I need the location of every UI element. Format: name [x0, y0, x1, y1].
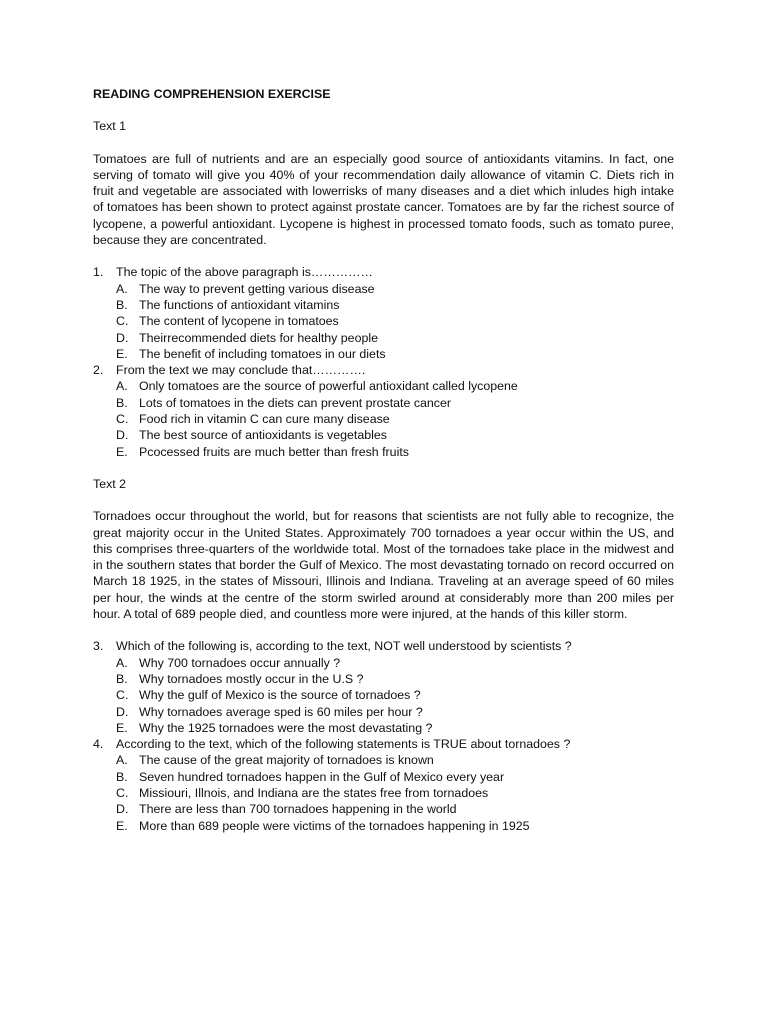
option-text: The best source of antioxidants is vegetables	[139, 428, 387, 443]
option	[93, 687, 674, 703]
text-label: Text 1	[93, 119, 127, 134]
option-letter: C.	[116, 688, 129, 703]
option	[93, 785, 674, 801]
option	[93, 818, 674, 834]
option-letter: A.	[116, 753, 128, 768]
option	[93, 395, 674, 411]
option-letter: E.	[116, 346, 128, 361]
question-3	[93, 638, 674, 654]
option	[93, 330, 674, 346]
question-1	[93, 264, 674, 280]
question-4	[93, 736, 674, 752]
option-text: More than 689 people were victims of the tornadoes happening in 1925	[139, 818, 530, 833]
option	[93, 346, 674, 362]
text-section-2	[93, 476, 674, 834]
option	[93, 378, 674, 394]
option-text: The functions of antioxidant vitamins	[139, 297, 340, 312]
question-list	[93, 638, 674, 834]
option-text: Why 700 tornadoes occur annually ?	[139, 655, 341, 670]
text-label: Text 2	[93, 476, 127, 491]
option-letter: B.	[116, 395, 128, 410]
question-text: According to the text, which of the following statements is TRUE about tornadoes ?	[116, 737, 571, 752]
option-letter: D.	[116, 428, 129, 443]
option	[93, 671, 674, 687]
option-letter: C.	[116, 785, 129, 800]
question-number: 2.	[93, 363, 104, 378]
option-letter: B.	[116, 671, 128, 686]
text-section-1	[93, 118, 674, 460]
option-text: Theirrecommended diets for healthy people	[139, 330, 378, 345]
question-2	[93, 362, 674, 378]
option-text: Why the gulf of Mexico is the source of tornadoes ?	[139, 688, 421, 703]
option	[93, 704, 674, 720]
option-text: Seven hundred tornadoes happen in the Gulf of Mexico every year	[139, 769, 505, 784]
option-text: There are less than 700 tornadoes happening in the world	[139, 802, 457, 817]
option-letter: D.	[116, 802, 129, 817]
option-text: The cause of the great majority of tornadoes is known	[139, 753, 434, 768]
option-letter: E.	[116, 818, 128, 833]
option	[93, 411, 674, 427]
option	[93, 752, 674, 768]
option	[93, 769, 674, 785]
question-number: 4.	[93, 737, 104, 752]
option-text: Missiouri, Illnois, and Indiana are the states free from tornadoes	[139, 785, 489, 800]
option-letter: E.	[116, 720, 128, 735]
option-letter: E.	[116, 444, 128, 459]
option-text: Why the 1925 tornadoes were the most devastating ?	[139, 720, 433, 735]
document-page	[93, 86, 674, 834]
option-text: Why tornadoes mostly occur in the U.S ?	[139, 671, 364, 686]
option-text: Lots of tomatoes in the diets can prevent prostate cancer	[139, 395, 452, 410]
option-text: Pcocessed fruits are much better than fresh fruits	[139, 444, 409, 459]
option-text: Food rich in vitamin C can cure many disease	[139, 412, 390, 427]
option-letter: D.	[116, 704, 129, 719]
passage: Tomatoes are full of nutrients and are an especially good source of antioxidants vitamins. In fact, one serving of tomato will give you 40% of your recommendation daily allowance of vitamin C. Diets rich in fruit and vegetable are associated with lowerrisks of many diseases and a diet which inludes high intake of tomatoes has been shown to protect against prostate cancer. Tomatoes are by far the richest source of lycopene, a powerful antioxidant. Lycopene is highest in processed tomato foods, such as tomato puree, because they are concentrated.	[93, 151, 674, 248]
question-text: The topic of the above paragraph is……………	[116, 265, 373, 280]
option	[93, 281, 674, 297]
question-number: 3.	[93, 639, 104, 654]
option-letter: C.	[116, 314, 129, 329]
option-letter: C.	[116, 412, 129, 427]
option	[93, 720, 674, 736]
option-text: The way to prevent getting various disease	[139, 281, 375, 296]
option-letter: B.	[116, 769, 128, 784]
question-number: 1.	[93, 265, 104, 280]
option-letter: B.	[116, 297, 128, 312]
option-text: The content of lycopene in tomatoes	[139, 314, 339, 329]
option	[93, 801, 674, 817]
question-text: Which of the following is, according to the text, NOT well understood by scientists ?	[116, 639, 572, 654]
option-text: Why tornadoes average sped is 60 miles per hour ?	[139, 704, 423, 719]
option-letter: D.	[116, 330, 129, 345]
passage: Tornadoes occur throughout the world, but for reasons that scientists are not fully able to recognize, the great majority occur in the United States. Approximately 700 tornadoes a year occur within the US, and this comprises three-quarters of the worldwide total. Most of the tornadoes take place in the midwest and in the southern states that border the Gulf of Mexico. The most devastating tornado on record occurred on March 18 1925, in the states of Missouri, Illinois and Indiana. Traveling at an average speed of 60 miles per hour, the winds at the centre of the storm swirled around at considerably more than 200 miles per hour. A total of 689 people died, and countless more were injured, at the hands of this killer storm.	[93, 509, 674, 622]
option-text: The benefit of including tomatoes in our diets	[139, 346, 386, 361]
option	[93, 655, 674, 671]
option	[93, 444, 674, 460]
option	[93, 297, 674, 313]
option-text: Only tomatoes are the source of powerful antioxidant called lycopene	[139, 379, 518, 394]
question-text: From the text we may conclude that………….	[116, 363, 366, 378]
option-letter: A.	[116, 655, 128, 670]
option	[93, 427, 674, 443]
question-list	[93, 264, 674, 460]
page-title: READING COMPREHENSION EXERCISE	[93, 87, 331, 101]
option-letter: A.	[116, 281, 128, 296]
option-letter: A.	[116, 379, 128, 394]
option	[93, 313, 674, 329]
